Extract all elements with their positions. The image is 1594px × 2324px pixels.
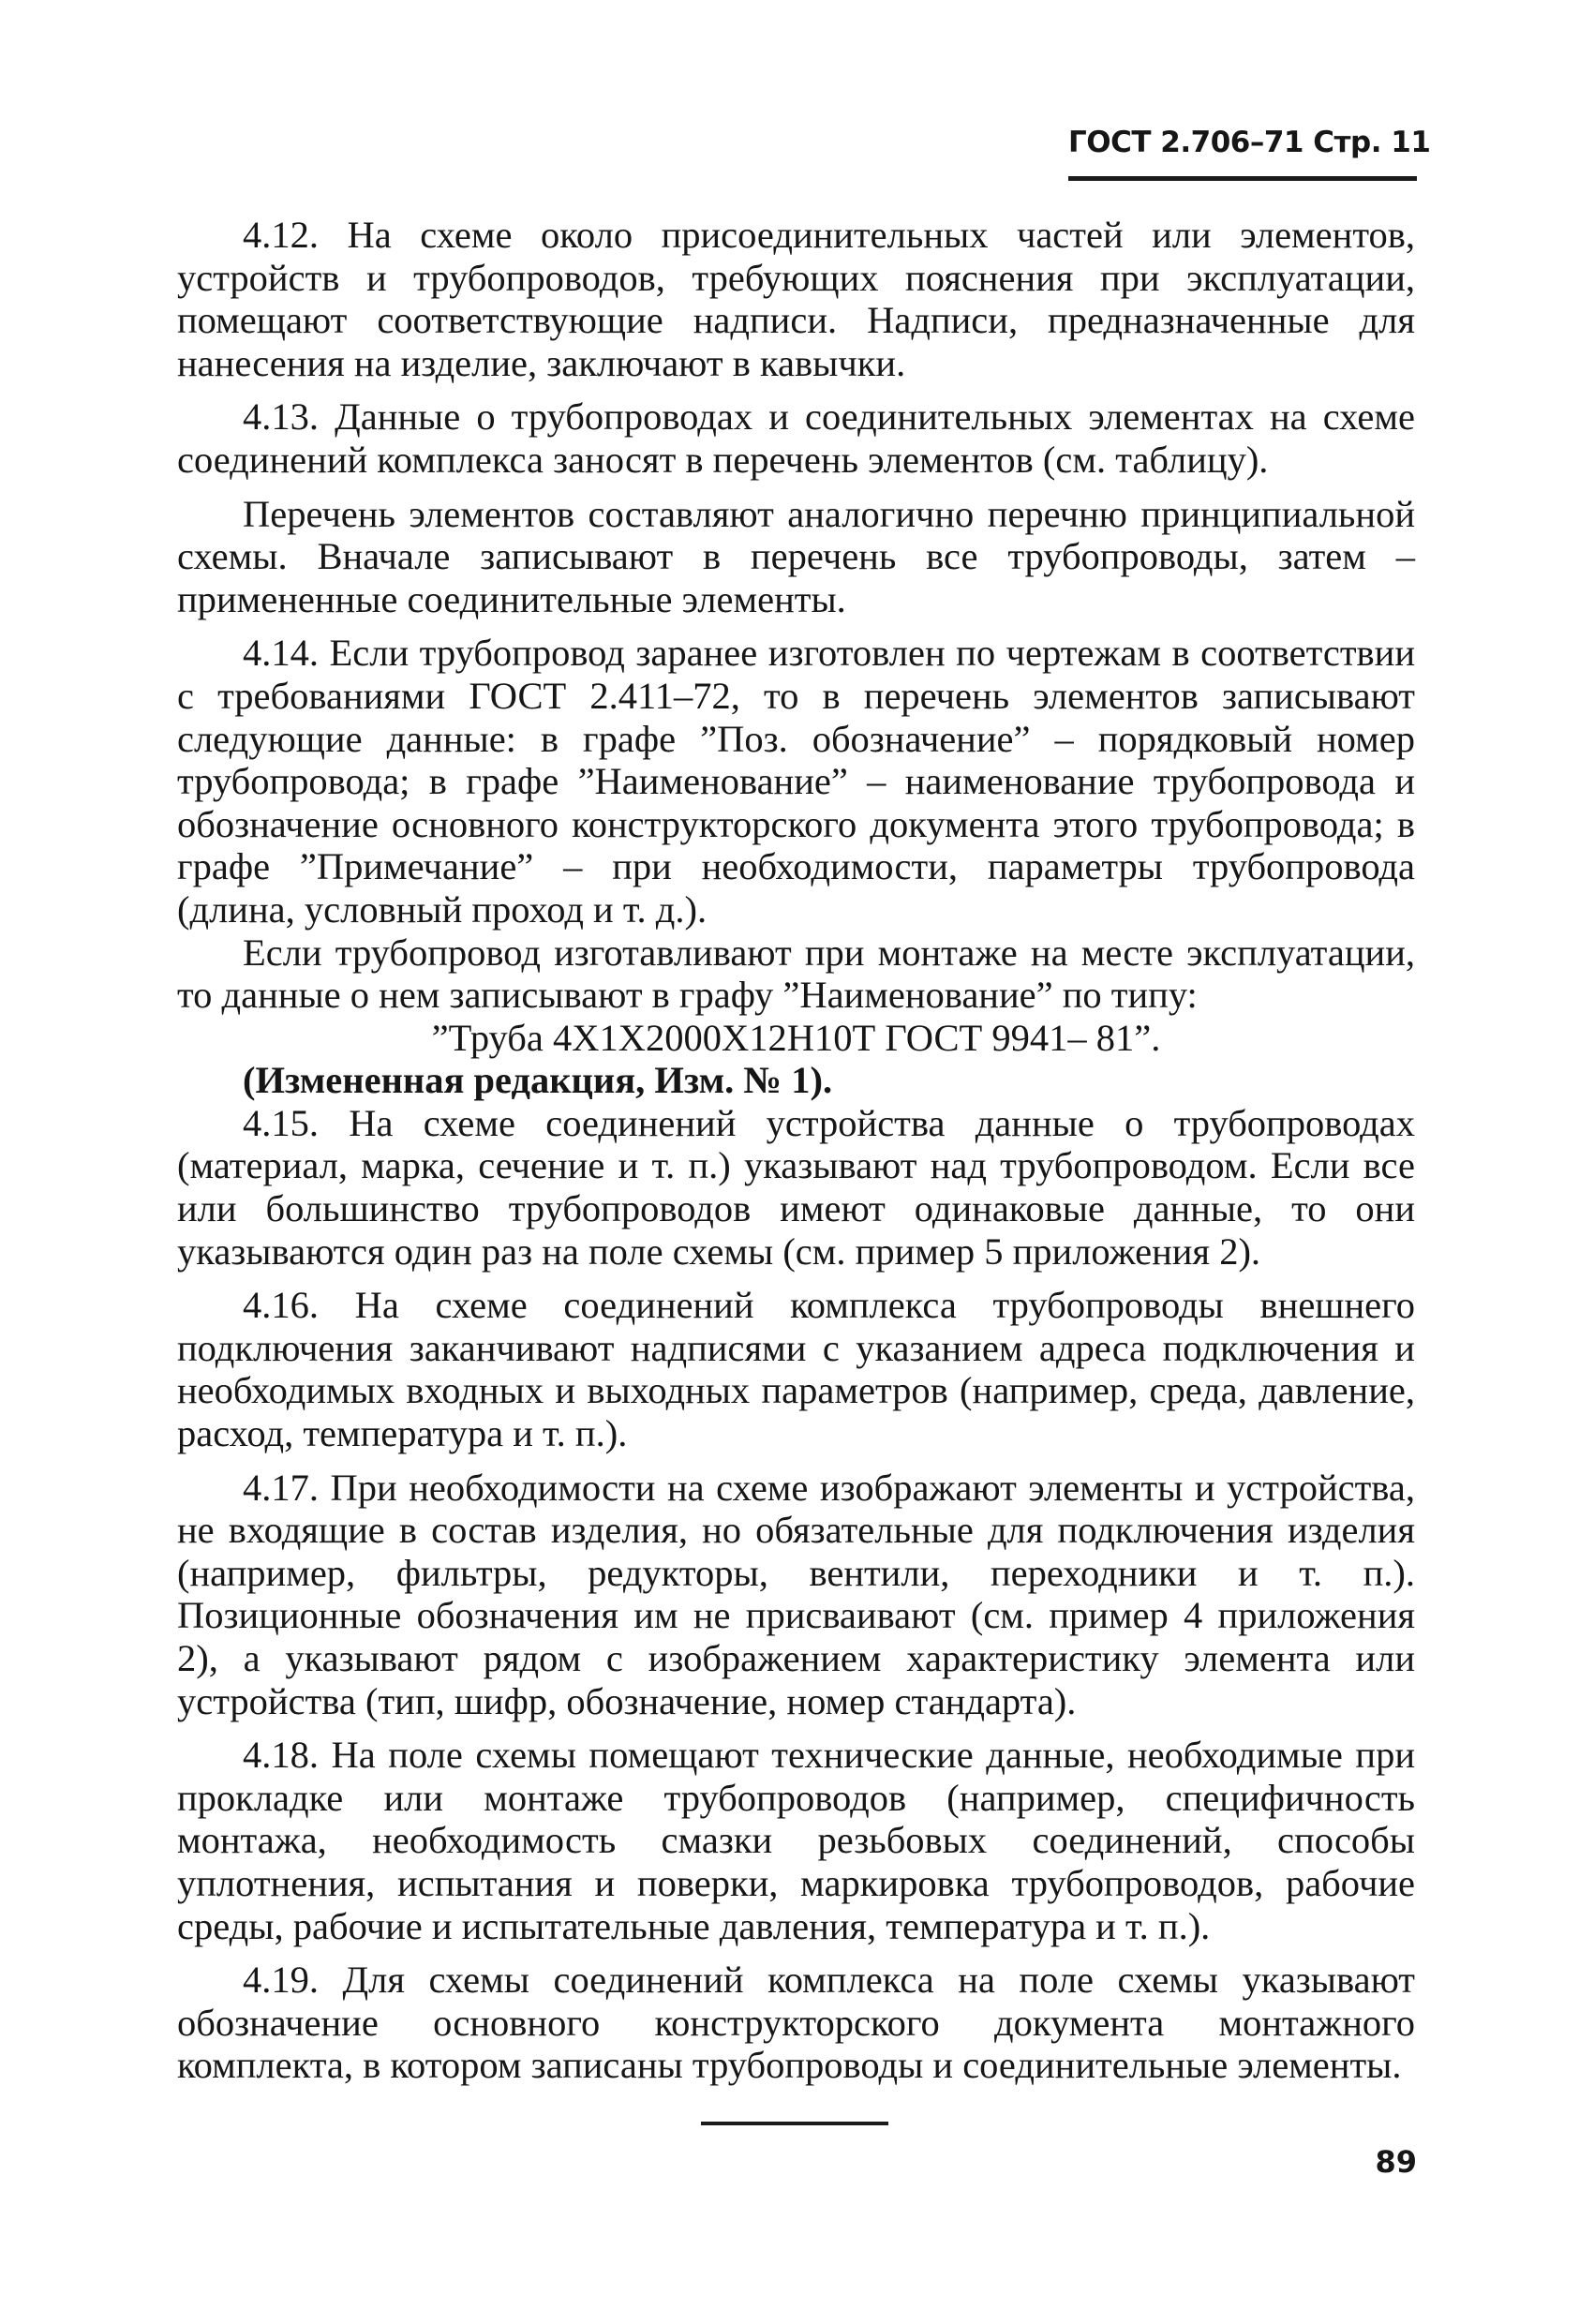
page-header: ГОСТ 2.706–71 Стр. 11 xyxy=(1068,126,1431,159)
amendment-note: (Измененная редакция, Изм. № 1). xyxy=(243,1059,833,1102)
paragraph-4-17: 4.17. При необходимости на схеме изображают элементы и устройства, не входящие в состав изделия, но обязательные для подключения изделия (например, фильтры, редукторы, вентили, переходники и т. п.). Позиционные обозначения им не присваивают (см. пример 4 приложения 2), а указывают рядом с изображением характеристику элемента или устройства (тип, шифр, обозначение, номер стандарта). xyxy=(177,1466,1415,1722)
paragraph-list-description: Перечень элементов составляют аналогично перечню принципиальной схемы. Вначале записывают в перечень все трубопроводы, затем – примененные соединительные элементы. xyxy=(177,492,1415,620)
paragraph-4-14: 4.14. Если трубопровод заранее изготовлен по чертежам в соответствии с требованиями ГОСТ 2.411–72, то в перечень элементов записывают следующие данные: в графе ”Поз. обозначение” – порядковый номер трубопровода; в графе ”Наименование” – наименование трубопровода и обозначение основного конструкторского документа этого трубопровода; в графе ”Примечание” – при необходимости, параметры трубопровода (длина, условный проход и т. д.). xyxy=(177,632,1415,931)
footer-rule xyxy=(701,2122,888,2125)
page-number: 89 xyxy=(1375,2144,1417,2180)
paragraph-4-15: 4.15. На схеме соединений устройства данные о трубопроводах (материал, марка, сечение и т. п.) указывают над трубопроводом. Если все или большинство трубопроводов имеют одинаковые данные, то они указываются один раз на поле схемы (см. пример 5 приложения 2). xyxy=(177,1101,1415,1273)
pipe-example: ”Труба 4Х1Х2000Х12Н10Т ГОСТ 9941– 81”. xyxy=(431,1016,1161,1059)
paragraph-4-19: 4.19. Для схемы соединений комплекса на поле схемы указывают обозначение основного конструкторского документа монтажного комплекта, в котором записаны трубопроводы и соединительные элементы. xyxy=(177,1959,1415,2087)
header-rule xyxy=(1068,176,1417,181)
paragraph-site-pipe: Если трубопровод изготавливают при монтаже на месте эксплуатации, то данные о нем записывают в графу ”Наименование” по типу: xyxy=(177,931,1415,1017)
document-body xyxy=(177,214,1415,2087)
paragraph-4-16: 4.16. На схеме соединений комплекса трубопроводы внешнего подключения заканчивают надписями с указанием адреса подключения и необходимых входных и выходных параметров (например, среда, давление, расход, температура и т. п.). xyxy=(177,1284,1415,1455)
paragraph-4-18: 4.18. На поле схемы помещают технические данные, необходимые при прокладке или монтаже трубопроводов (например, специфичность монтажа, необходимость смазки резьбовых соединений, способы уплотнения, испытания и поверки, маркировка трубопроводов, рабочие среды, рабочие и испытательные давления, температура и т. п.). xyxy=(177,1734,1415,1947)
paragraph-4-13: 4.13. Данные о трубопроводах и соединительных элементах на схеме соединений комплекса заносят в перечень элементов (см. таблицу). xyxy=(177,395,1415,481)
paragraph-4-12: 4.12. На схеме около присоединительных частей или элементов, устройств и трубопроводов, требующих пояснения при эксплуатации, помещают соответствующие надписи. Надписи, предназначенные для нанесения на изделие, заключают в кавычки. xyxy=(177,214,1415,384)
